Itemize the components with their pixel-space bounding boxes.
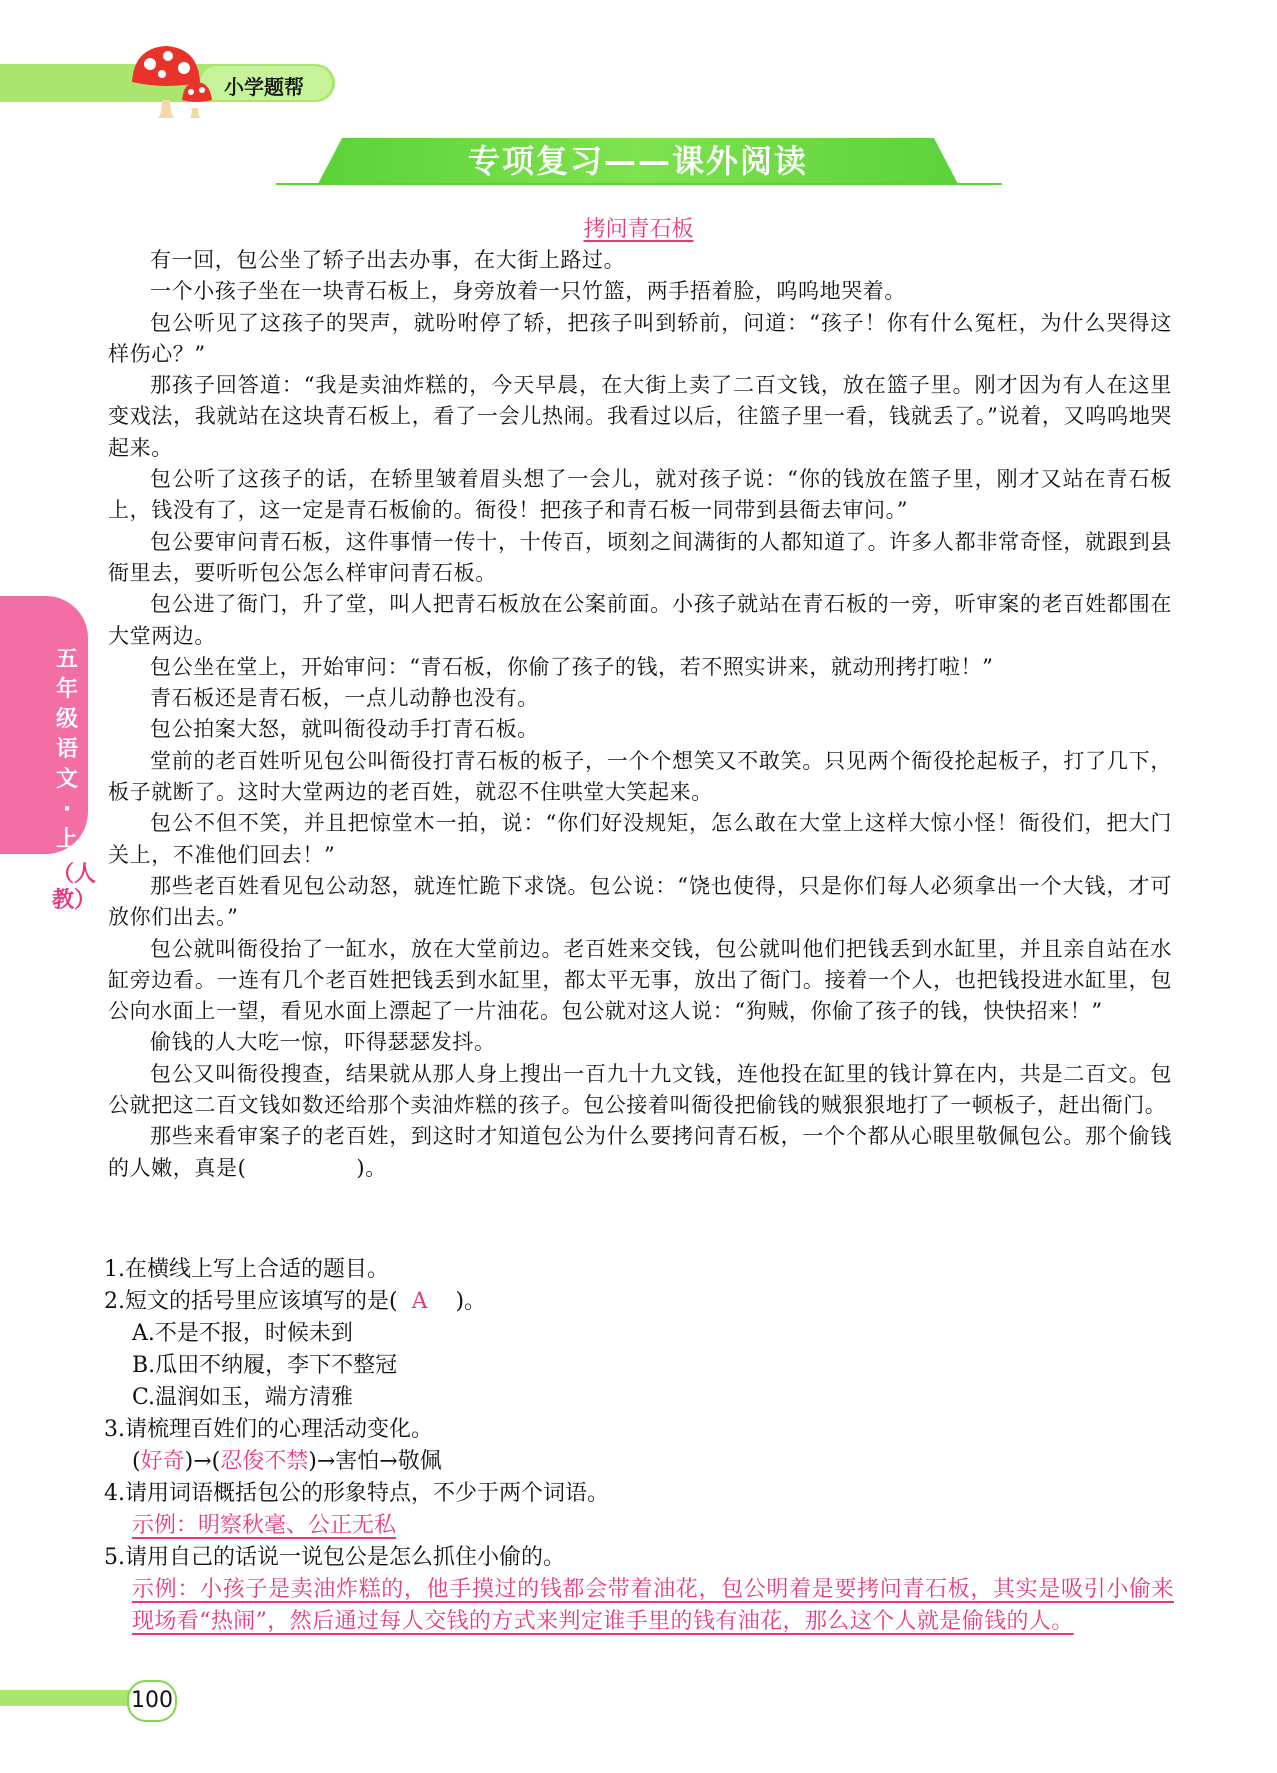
- paragraph: 包公进了衙门，升了堂，叫人把青石板放在公案前面。小孩子就站在青石板的一旁，听审案的老百姓都围在大堂两边。: [108, 592, 1172, 648]
- question-2: 2.短文的括号里应该填写的是( A )。: [104, 1289, 487, 1314]
- question-1: 1.在横线上写上合适的题目。: [104, 1257, 389, 1282]
- paragraph: 包公听见了这孩子的哭声，就吩咐停了轿，把孩子叫到轿前，问道：“孩子！你有什么冤枉，为什么哭得这样伤心？”: [108, 310, 1172, 366]
- paragraph: 包公就叫衙役抬了一缸水，放在大堂前边。老百姓来交钱，包公就叫他们把钱丢到水缸里，并且亲自站在水缸旁边看。一连有几个老百姓把钱丢到水缸里，都太平无事，放出了衙门。接着一个人，也把钱投进水缸里，包公向水面上一望，看见水面上漂起了一片油花。包公就对这人说：“狗贼，你偷了孩子的钱，快快招来！”: [108, 936, 1172, 1024]
- brand-name: 小学题帮: [224, 75, 304, 99]
- answer-5: 示例：小孩子是卖油炸糕的，他手摸过的钱都会带着油花，包公明着是要拷问青石板，其实是吸引小偷来现场看“热闹”，然后通过每人交钱的方式来判定谁手里的钱有油花，那么这个人就是偷钱的人。: [132, 1577, 1174, 1634]
- edition-label: （人教）: [52, 862, 97, 913]
- paragraph: 有一回，包公坐了轿子出去办事，在大街上路过。: [150, 248, 626, 272]
- paragraph: 堂前的老百姓听见包公叫衙役打青石板的板子，一个个想笑又不敢笑。只见两个衙役抡起板子，打了几下，板子就断了。这时大堂两边的老百姓，就忍不住哄堂大笑起来。: [108, 748, 1172, 805]
- paragraph: 偷钱的人大吃一惊，吓得瑟瑟发抖。: [150, 1030, 496, 1055]
- questions-section: [104, 1254, 1174, 1638]
- paragraph: 包公听了这孩子的话，在轿里皱着眉头想了一会儿，就对孩子说：“你的钱放在篮子里，刚才又站在青石板上，钱没有了，这一定是青石板偷的。衙役！把孩子和青石板一同带到县衙去审问。”: [108, 467, 1172, 523]
- question-3: 3.请梳理百姓们的心理活动变化。: [104, 1417, 433, 1442]
- answer-2: A: [411, 1289, 428, 1314]
- answer-3: (好奇)→(忍俊不禁)→害怕→敬佩: [132, 1449, 442, 1474]
- paragraph: 包公又叫衙役搜查，结果就从那人身上搜出一百九十九文钱，连他投在缸里的钱计算在内，共是二百文。包公就把这二百文钱如数还给那个卖油炸糕的孩子。包公接着叫衙役把偷钱的贼狠狠地打了一顿板子，赶出衙门。: [108, 1061, 1172, 1118]
- question-4: 4.请用词语概括包公的形象特点，不少于两个词语。: [104, 1481, 609, 1506]
- paragraph: 包公拍案大怒，就叫衙役动手打青石板。: [150, 717, 539, 742]
- paragraph-with-blank: 那些来看审案子的老百姓，到这时才知道包公为什么要拷问青石板，一个个都从心眼里敬佩包公。那个偷钱的人嫩，真是( )。: [108, 1124, 1172, 1180]
- answer-4: 示例：明察秋毫、公正无私: [132, 1513, 397, 1538]
- paragraph: 包公要审问青石板，这件事情一传十，十传百，顷刻之间满街的人都知道了。许多人都非常奇怪，就跟到县衙里去，要听听包公怎么样审问青石板。: [108, 529, 1172, 585]
- paragraph: 青石板还是青石板，一点儿动静也没有。: [150, 686, 539, 711]
- paragraph: 那孩子回答道：“我是卖油炸糕的，今天早晨，在大街上卖了二百文钱，放在篮子里。刚才因为有人在这里变戏法，我就站在这块青石板上，看了一会儿热闹。我看过以后，往篮子里一看，钱就丢了。”说着，又呜呜地哭起来。: [108, 373, 1172, 460]
- paragraph: 那些老百姓看见包公动怒，就连忙跪下求饶。包公说：“饶也使得，只是你们每人必须拿出一个大钱，才可放你们出去。”: [108, 873, 1172, 930]
- paragraph: 包公坐在堂上，开始审问：“青石板，你偷了孩子的钱，若不照实讲来，就动刑拷打啦！”: [150, 654, 994, 679]
- passage-title: [0, 212, 1277, 243]
- paragraph: 包公不但不笑，并且把惊堂木一拍，说：“你们好没规矩，怎么敢在大堂上这样大惊小怪！衙役们，把大门关上，不准他们回去！”: [108, 811, 1172, 867]
- page-number: 100: [127, 1680, 177, 1722]
- option-b: B.瓜田不纳履，李下不整冠: [132, 1353, 398, 1378]
- reading-passage: [108, 245, 1172, 1184]
- passage-title-text: 拷问青石板: [583, 217, 694, 242]
- option-a: A.不是不报，时候未到: [132, 1321, 353, 1346]
- option-c: C.温润如玉，端方清雅: [132, 1385, 354, 1410]
- section-title: 专项复习——课外阅读: [467, 142, 808, 180]
- mushroom-logo-icon: [128, 42, 218, 118]
- paragraph: 一个小孩子坐在一块青石板上，身旁放着一只竹篮，两手捂着脸，呜呜地哭着。: [150, 279, 906, 304]
- question-5: 5.请用自己的话说一说包公是怎么抓住小偷的。: [104, 1545, 565, 1570]
- grade-label: 五年级语文·上: [55, 647, 78, 852]
